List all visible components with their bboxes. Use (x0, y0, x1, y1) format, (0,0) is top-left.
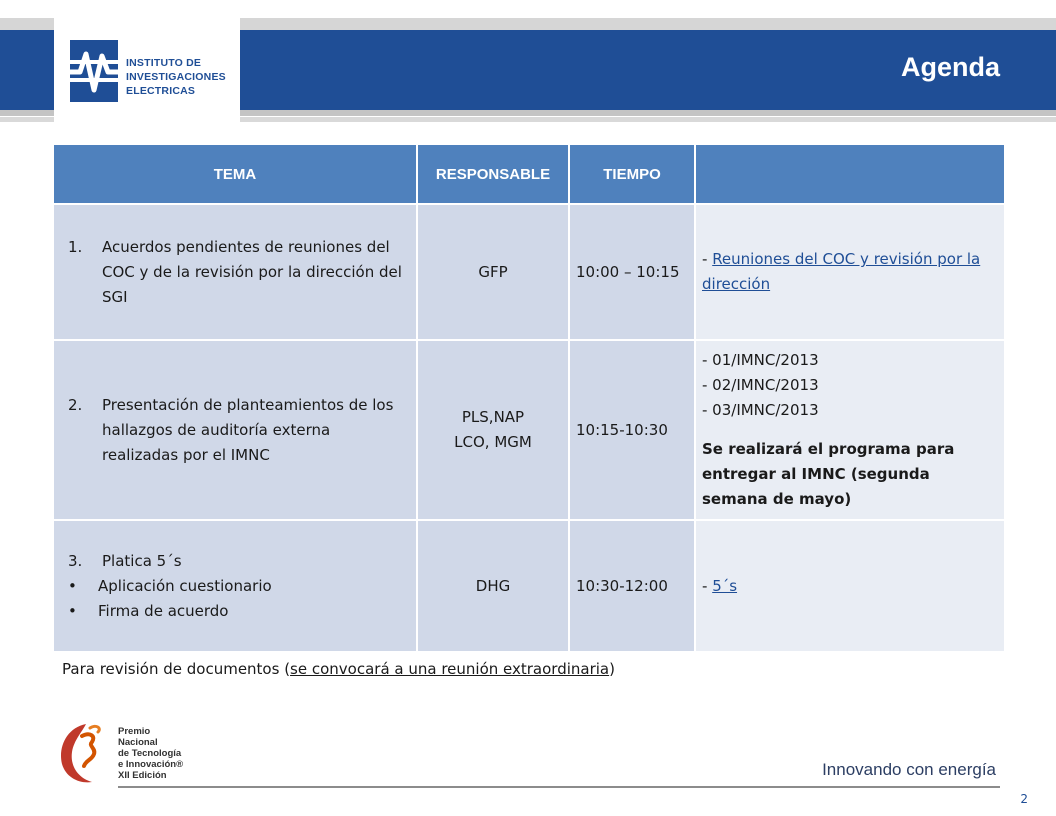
award-line: Nacional (118, 737, 158, 748)
tema-text: Platica 5´s (102, 551, 182, 570)
column-header-documents (695, 144, 1005, 204)
documents-cell (695, 204, 1005, 340)
tema-text: Presentación de planteamientos de los hallazgos de auditoría externa realizadas por el IMNC (102, 395, 394, 464)
review-note (62, 660, 615, 678)
column-header-responsable: RESPONSABLE (417, 144, 569, 204)
note-text-before: Para revisión de documentos ( (62, 660, 291, 678)
logo-line: INVESTIGACIONES (126, 71, 226, 83)
page-title: Agenda (900, 52, 1000, 82)
tema-cell (53, 204, 417, 340)
table-header-row (53, 144, 1005, 204)
award-line: e Innovación® (118, 759, 184, 770)
responsable-line: PLS,NAP (461, 408, 525, 426)
doc-line: - 01/IMNC/2013 (702, 351, 819, 369)
tema-cell (53, 340, 417, 520)
iie-logo (54, 16, 240, 128)
award-line: Premio (118, 726, 151, 737)
doc-prefix: - (702, 250, 713, 268)
responsable-cell: DHG (417, 520, 569, 652)
bullet-text: Firma de acuerdo (98, 601, 229, 620)
tema-cell (53, 520, 417, 652)
responsable-cell (417, 340, 569, 520)
award-flame-icon (56, 718, 116, 786)
column-header-tema: TEMA (53, 144, 417, 204)
tiempo-cell: 10:30-12:00 (569, 520, 695, 652)
table-row (53, 204, 1005, 340)
documents-cell (695, 520, 1005, 652)
note-link[interactable]: se convocará a una reunión extraordinaria (290, 660, 610, 678)
item-number: 2. (68, 395, 83, 414)
logo-line: ELECTRICAS (126, 85, 196, 97)
tema-text: Acuerdos pendientes de reuniones del COC y de la revisión por la dirección del SGI (102, 237, 402, 306)
page-number: 2 (1020, 792, 1028, 806)
slogan: Innovando con energía (822, 760, 996, 779)
logo-line: INSTITUTO DE (126, 57, 202, 69)
iie-logo-text (126, 56, 238, 98)
doc-link-5s[interactable]: 5´s (712, 576, 738, 595)
tiempo-cell: 10:00 – 10:15 (569, 204, 695, 340)
doc-prefix: - (702, 576, 713, 595)
doc-line: - 02/IMNC/2013 (702, 376, 819, 394)
responsable-line: LCO, MGM (454, 433, 532, 451)
note-text-after: ) (609, 660, 615, 678)
table-row (53, 340, 1005, 520)
table-row (53, 520, 1005, 652)
column-header-tiempo: TIEMPO (569, 144, 695, 204)
tiempo-cell: 10:15-10:30 (569, 340, 695, 520)
award-text (118, 726, 208, 781)
bullet-icon: • (68, 601, 77, 620)
doc-note: Se realizará el programa para entregar al IMNC (segunda semana de mayo) (702, 440, 955, 508)
bullet-text: Aplicación cuestionario (98, 576, 272, 595)
item-number: 3. (68, 551, 83, 570)
iie-logo-icon (68, 36, 120, 106)
item-number: 1. (68, 237, 83, 256)
agenda-table (52, 143, 1006, 653)
documents-cell (695, 340, 1005, 520)
award-logo (56, 718, 206, 786)
doc-line: - 03/IMNC/2013 (702, 401, 819, 419)
doc-link-reuniones[interactable]: Reuniones del COC y revisión por la dirección (702, 250, 981, 293)
award-line: XII Edición (118, 770, 167, 781)
footer-divider (118, 786, 1000, 788)
bullet-icon: • (68, 576, 77, 595)
award-line: de Tecnología (118, 748, 182, 759)
responsable-cell: GFP (417, 204, 569, 340)
